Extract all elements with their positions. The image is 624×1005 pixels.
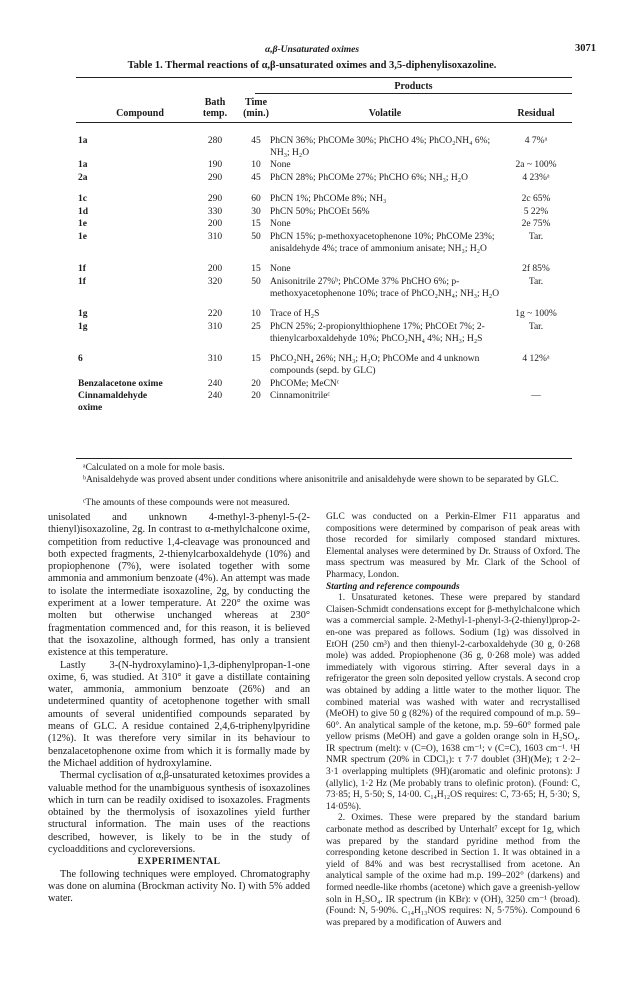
table-row [0,173,624,185]
bath-temp-cell: 320 [207,277,223,288]
time-cell: 20 [251,391,261,402]
time-cell: 45 [251,173,261,184]
left-paragraph-3: Thermal cyclisation of α,β-unsaturated ketoximes provides a valuable method for the unambiguous synthesis of isoxazolines which in turn can be readily oxidised to isoxazoles. Fragments obtained by the thermolysis of isoxazolines yield further structural information. The main uses of the reactions described, however, is likely to be in the study of cycloadditions and cycloreversions. [48,770,310,856]
residual-cell: Tar. [528,322,544,333]
table-row [0,194,624,206]
bath-temp-cell: 240 [207,391,223,402]
header-time: Time (min.) [243,97,269,119]
volatile-cell: PhCN 25%; 2-propionylthiophene 17%; PhCOEt 7%; 2-thienylcarboxaldehyde 10%; PhCO₂NH₄ 4%; NH₃; H₂S [270,322,485,344]
table-row [0,207,624,219]
bath-temp-cell: 310 [207,322,223,333]
residual-cell: Tar. [528,277,544,288]
residual-cell: 2e 75% [521,219,551,230]
running-title: α,β-Unsaturated oximes [264,45,360,55]
volatile-cell: PhCN 50%; PhCOEt 56% [270,206,370,217]
volatile-cell: Cinnamonitrileᶜ [270,391,330,402]
header-rule [76,122,572,123]
volatile-cell: PhCOMe; MeCNᶜ [270,378,340,389]
table-row [0,219,624,231]
residual-cell: 4 12%ᵃ [522,354,550,365]
residual-cell: 4 23%ᵃ [522,173,550,184]
table-caption: Table 1. Thermal reactions of α,β-unsaturated oximes and 3,5-diphenylisoxazoline. [127,60,497,71]
time-cell: 50 [251,232,261,243]
table-bottom-rule [76,458,572,459]
right-paragraph-3: 2. Oximes. These were prepared by the standard barium carbonate method as described by Unterhalt⁷ except for 1g, which was prepared by the standard pyridine method from the corresponding ketone described in Section 1. It was obtained in a yield of 84% and was best recrystallised from acetone. An analytical sample of the oxime had m.p. 199–202° (darkens) and formed needle-like rhombs (acetone) which gave a greenish-yellow soln in H₂SO₄. IR spectrum (in KBr): ν (OH), 3250 cm⁻¹ (broad). (Found: N, 5·90%. C₁₄H₁₃NOS requires: N, 5·75%). Compound 6 was prepared by a modification of Auwers and [326,813,580,928]
compound-cell: 1g [78,309,88,320]
residual-cell: 5 22% [523,206,549,217]
compound-cell: Benzalacetone oxime [78,378,163,389]
table-row [0,160,624,172]
header-volatile: Volatile [368,108,402,119]
bath-temp-cell: 280 [207,136,223,146]
products-rule [255,93,572,94]
time-cell: 15 [251,264,261,275]
time-cell: 45 [251,136,261,146]
left-paragraph-1: unisolated and unknown 4-methyl-3-phenyl-5-(2-thienyl)isoxazoline, 2g. In contrast to α-methylchalcone oxime, competition from reductive 1,4-cleavage was pronounced and both expected fragments, 2-thienylcarboxaldehyde (10%) and propiophenone (7%), were isolated together with some ammonia and ammonium benzoate (4%). An attempt was made to isolate the intermediate isoxazoline, 2g, by conducting the experiment at a lower temperature. At 220° the oxime was molten but otherwise unchanged whereas at 230° fragmentation commenced and, for this reason, it is believed that the isoxazoline, although formed, has only a transient existence at this temperature. [48,512,310,659]
compound-cell: Cinnamaldehyde oxime [78,391,148,413]
compound-cell: 2a [78,173,88,184]
time-cell: 25 [251,322,261,333]
compound-cell: 1f [78,277,86,288]
bath-temp-cell: 290 [207,173,223,184]
table-row [0,264,624,276]
volatile-cell: None [270,264,291,275]
table-row [0,391,624,413]
compound-cell: 6 [78,354,83,365]
time-cell: 60 [251,193,261,204]
bath-temp-cell: 290 [207,193,223,204]
compound-cell: 1f [78,264,86,275]
compound-cell: 1a [78,160,88,171]
right-paragraph-1: GLC was conducted on a Perkin-Elmer F11 apparatus and compositions were determined by comparison of peak areas with those recorded for similarly composed standard mixtures. Elemental analyses were determined by Dr. Strauss of Oxford. The mass spectrum was measured by Mr. Clark of the School of Pharmacy, London. [326,512,580,580]
table-row [0,379,624,391]
table-row [0,322,624,345]
bath-temp-cell: 310 [207,354,223,365]
volatile-cell: None [270,160,291,171]
residual-cell: 2c 65% [521,193,551,204]
residual-cell: Tar. [528,232,544,243]
volatile-cell: Anisonitrile 27%ᵇ; PhCOMe 37% PhCHO 6%; p-methoxyacetophenone 10%; trace of PhCO₂NH₄; NH₃; H₂O [270,277,500,299]
time-cell: 50 [251,277,261,288]
left-column [48,512,310,906]
time-cell: 15 [251,219,261,230]
table-row [0,309,624,321]
volatile-cell: None [270,219,291,230]
bath-temp-cell: 200 [207,219,223,230]
volatile-cell: PhCN 36%; PhCOMe 30%; PhCHO 4%; PhCO₂NH₄ 6%; NH₃; H₂O [270,136,491,158]
left-paragraph-2: Lastly 3-(N-hydroxylamino)-1,3-diphenylpropan-1-one oxime, 6, was studied. At 310° it gave a distillate containing water, ammonia, ammonium benzoate (26%) and an undetermined quantity of acetophenone together with small amounts of several unidentified compounds separated by means of GLC. A residue contained 2,4,6-triphenylpyridine (12%). It was therefore very similar in its behaviour to benzalacetophenone oxime from which it is formally made by the Michael addition of hydroxylamine. [48,659,310,769]
volatile-cell: PhCO₂NH₄ 26%; NH₃; H₂O; PhCOMe and 4 unknown compounds (sepd. by GLC) [270,354,480,376]
header-residual: Residual [517,108,555,119]
bath-temp-cell: 310 [207,232,223,243]
time-cell: 10 [251,160,261,171]
time-cell: 15 [251,354,261,365]
bath-temp-cell: 330 [207,206,223,217]
compound-cell: 1a [78,136,88,146]
table-row [0,354,624,377]
time-cell: 30 [251,206,261,217]
compound-cell: 1e [78,232,87,243]
header-compound: Compound [116,108,164,119]
compound-cell: 1c [78,193,87,204]
residual-cell: 2a ~ 100% [515,160,557,171]
table-row [0,277,624,300]
table-body [0,136,624,413]
residual-cell: 2f 85% [522,264,550,275]
compound-cell: 1g [78,322,88,333]
page-number: 3071 [575,43,596,54]
bath-temp-cell: 200 [207,264,223,275]
bath-temp-cell: 240 [207,378,223,389]
left-paragraph-4: The following techniques were employed. Chromatography was done on alumina (Brockman activity No. I) with 5% added water. [48,868,310,905]
volatile-cell: PhCN 1%; PhCOMe 8%; NH₃ [270,193,387,204]
residual-cell: 1g ~ 100% [515,309,557,320]
compound-cell: 1d [78,206,89,217]
bath-temp-cell: 220 [207,309,223,320]
products-header: Products [394,81,433,92]
experimental-heading: EXPERIMENTAL [137,857,221,868]
time-cell: 10 [251,309,261,320]
bath-temp-cell: 190 [207,160,223,171]
volatile-cell: PhCN 15%; p-methoxyacetophenone 10%; PhCOMe 23%; anisaldehyde 4%; trace of ammonium anisate; NH₃; H₂O [270,232,495,254]
table-top-rule [76,77,572,78]
footnote-a: ᵃCalculated on a mole for mole basis. [83,463,225,473]
residual-cell: 4 7%ᵃ [524,136,548,146]
right-paragraph-2: 1. Unsaturated ketones. These were prepared by standard Claisen-Schmidt condensations except for β-methylchalcone which was a commercial sample. 2-Methyl-1-phenyl-3-(2-thienyl)prop-2-en-one was prepared as follows. Sodium (1g) was dissolved in EtOH (250 cm³) and then thienyl-2-carboxaldehyde (30 g, 0·268 mole) was added. Propiophenone (36 g, 0·268 mole) was added immediately with vigorous stirring. After several days in a refrigerator the green soln deposited yellow crystals. A second crop was obtained by adding a little water to the mother liquor. The combined material was washed with water and recrystallised (MeOH) to give 50 g (82%) of the required compound of m.p. 59–60°. An analytical sample of the ketone, m.p. 59–60° formed pale yellow prisms (MeOH) and gave a golden orange soln in H₂SO₄. IR spectrum (melt): ν (C=O), 1638 cm⁻¹; ν (C=C), 1603 cm⁻¹. ¹H NMR spectrum (20% in CDCl₃): τ 7·7 doublet (3H)(Me); τ 2·2–3·1 overlapping multiplets (9H)(aromatic and olefinic protons): J (allylic), 1·2 Hz (Me probably trans to olefinic proton). (Found: C, 73·85; H, 5·50; S, 14·00. C₁₄H₁₂OS requires: C, 73·65; H, 5·30; S, 14·05%). [326,593,580,812]
footnote-c: ᶜThe amounts of these compounds were not measured. [83,498,290,508]
table-row [0,136,624,159]
right-column [326,512,580,929]
volatile-cell: PhCN 28%; PhCOMe 27%; PhCHO 6%; NH₃; H₂O [270,173,468,184]
subheading-starting-compounds: Starting and reference compounds [326,581,460,592]
header-bath: Bath temp. [202,97,228,119]
time-cell: 20 [251,378,261,389]
footnote-b: ᵇAnisaldehyde was proved absent under conditions where anisonitrile and anisaldehyde were shown to be separated by GLC. [83,475,559,485]
compound-cell: 1e [78,219,87,230]
residual-cell: — [531,391,541,402]
volatile-cell: Trace of H₂S [270,309,320,320]
table-row [0,232,624,255]
